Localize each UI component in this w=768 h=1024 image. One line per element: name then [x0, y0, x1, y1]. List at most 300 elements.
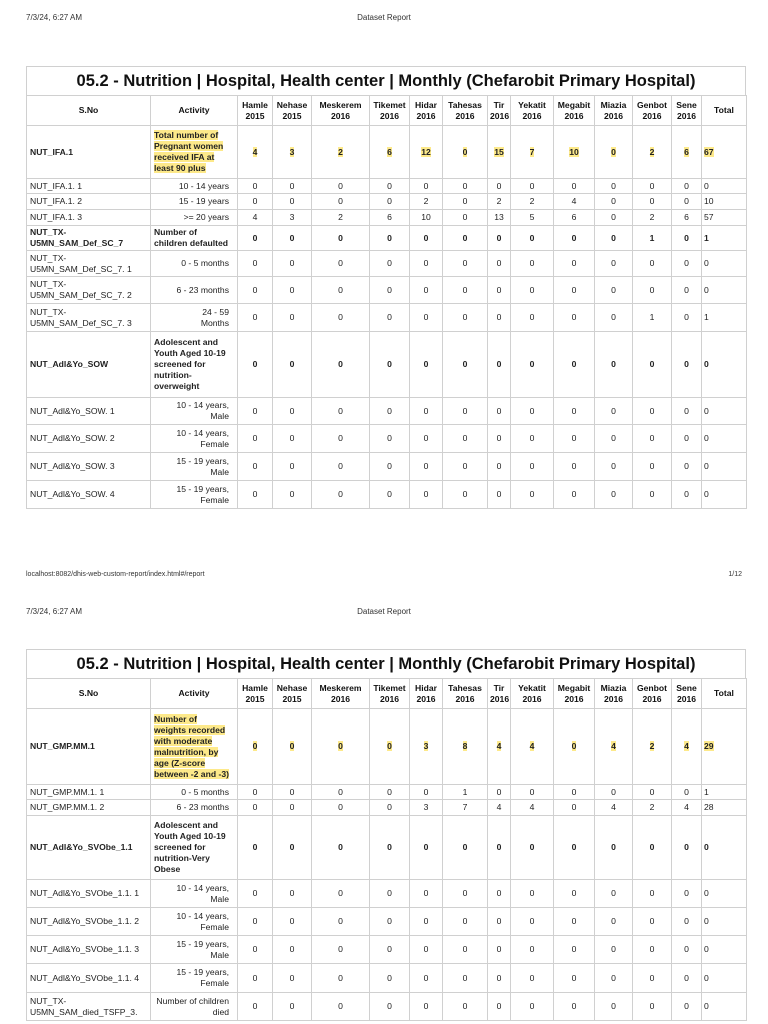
cell-text: nutrition-Very: [154, 853, 210, 863]
table-row: [27, 251, 747, 277]
value-cell: [238, 126, 273, 179]
cell-value: 4: [684, 802, 689, 812]
table-row: [27, 709, 747, 785]
cell-text: with moderate: [154, 735, 213, 746]
value-cell: [672, 785, 702, 800]
value-cell: [312, 816, 370, 880]
column-header: [238, 679, 273, 709]
value-cell: [312, 277, 370, 304]
cell-value: 0: [649, 1001, 655, 1011]
column-header-label: Hamle: [242, 682, 268, 693]
column-header-year: 2016: [564, 110, 584, 121]
column-header-year: 2016: [330, 693, 351, 704]
value-cell: [488, 194, 511, 210]
value-cell: [312, 179, 370, 194]
cell-text: Number of: [154, 227, 197, 237]
cell-text: least 90 plus: [154, 163, 206, 173]
value-cell: [554, 908, 595, 936]
print-footer: [0, 571, 768, 583]
cell-value: 0: [684, 786, 689, 797]
value-cell: [488, 304, 511, 332]
cell-value: 0: [252, 944, 258, 954]
sno-cell: [27, 304, 151, 332]
cell-value: 0: [496, 842, 502, 852]
value-cell: [410, 993, 443, 1021]
value-cell: [410, 210, 443, 226]
value-cell: [273, 304, 312, 332]
value-cell: [488, 481, 511, 509]
cell-value: 0: [571, 802, 577, 812]
value-cell: [488, 709, 511, 785]
table-row: [27, 453, 747, 481]
cell-value: 0: [649, 461, 655, 471]
column-header-label: S.No: [78, 688, 99, 698]
value-cell: [238, 277, 273, 304]
cell-value: 10: [569, 146, 579, 157]
cell-value: 0: [684, 284, 689, 295]
value-cell: [554, 398, 595, 425]
value-cell: [633, 304, 672, 332]
cell-value: 0: [704, 888, 709, 898]
cell-value: 0: [289, 888, 295, 898]
cell-value: 0: [387, 232, 392, 243]
cell-value: 0: [338, 312, 343, 322]
column-header: [27, 96, 151, 126]
column-header: [554, 679, 595, 709]
cell-value: 0: [529, 786, 535, 797]
column-header: [151, 96, 238, 126]
cell-text: NUT_Adl&Yo_SVObe_1.1. 4: [30, 972, 140, 983]
total-cell: [702, 226, 747, 251]
cell-text: NUT_Adl&Yo_SOW. 1: [30, 405, 115, 416]
column-header-year: 2016: [522, 693, 542, 704]
cell-value: 0: [462, 916, 468, 926]
value-cell: [273, 179, 312, 194]
column-header-label: Activity: [178, 105, 210, 115]
cell-value: 0: [423, 258, 429, 268]
column-header: [511, 96, 554, 126]
cell-value: 0: [423, 405, 429, 416]
value-cell: [672, 880, 702, 908]
value-cell: [370, 481, 410, 509]
cell-value: 0: [289, 312, 295, 322]
column-header-year: 2016: [676, 693, 697, 704]
activity-cell: [151, 453, 238, 481]
cell-text: age (Z-score: [154, 757, 206, 768]
cell-value: 0: [611, 212, 616, 222]
value-cell: [370, 785, 410, 800]
cell-value: 0: [423, 284, 429, 295]
cell-text: 15 - 19 years: [178, 196, 229, 206]
value-cell: [511, 908, 554, 936]
cell-value: 0: [529, 944, 535, 954]
cell-text: Female: [200, 494, 229, 505]
column-header-label: Tahesas: [448, 99, 482, 110]
cell-value: 0: [649, 258, 655, 268]
cell-text: Male: [210, 466, 229, 477]
value-cell: [410, 908, 443, 936]
cell-value: 0: [252, 258, 258, 268]
cell-text: U5MN_SAM_Def_SC_7. 1: [30, 263, 132, 274]
table-row: [27, 304, 747, 332]
cell-value: 0: [387, 741, 392, 751]
total-cell: [702, 425, 747, 453]
value-cell: [238, 816, 273, 880]
cell-value: 0: [387, 802, 392, 812]
column-header-label: Total: [714, 688, 734, 698]
value-cell: [443, 800, 488, 816]
table-row: [27, 226, 747, 251]
sno-cell: [27, 908, 151, 936]
cell-value: 0: [289, 741, 295, 751]
cell-value: 0: [252, 232, 258, 243]
value-cell: [410, 785, 443, 800]
cell-value: 0: [387, 405, 392, 416]
value-cell: [488, 785, 511, 800]
value-cell: [238, 453, 273, 481]
sno-cell: [27, 709, 151, 785]
cell-text: malnutrition, by: [154, 746, 219, 757]
value-cell: [443, 908, 488, 936]
activity-cell: [151, 908, 238, 936]
value-cell: [511, 425, 554, 453]
value-cell: [312, 210, 370, 226]
activity-cell: [151, 709, 238, 785]
activity-cell: [151, 880, 238, 908]
cell-value: 4: [611, 741, 616, 751]
cell-text: 0 - 5 months: [181, 786, 229, 797]
cell-value: 0: [684, 842, 689, 852]
total-cell: [702, 277, 747, 304]
column-header: [312, 679, 370, 709]
value-cell: [672, 481, 702, 509]
cell-text: 0 - 5 months: [181, 258, 229, 268]
table-row: [27, 993, 747, 1021]
cell-value: 0: [611, 786, 616, 797]
value-cell: [273, 251, 312, 277]
activity-cell: [151, 425, 238, 453]
value-cell: [238, 332, 273, 398]
column-header: [443, 96, 488, 126]
cell-value: 0: [387, 196, 392, 206]
table-row: [27, 210, 747, 226]
column-header: [151, 679, 238, 709]
cell-value: 15: [494, 146, 504, 157]
column-header-label: Tikemet: [373, 682, 406, 693]
value-cell: [595, 785, 633, 800]
cell-text: NUT_GMP.MM.1. 1: [30, 786, 105, 797]
cell-text: Pregnant women: [154, 141, 224, 151]
cell-value: 4: [611, 802, 616, 812]
page-number: 1/12: [728, 571, 742, 578]
cell-text: overweight: [154, 381, 200, 391]
cell-value: 0: [704, 1001, 709, 1011]
cell-value: 1: [649, 312, 655, 322]
cell-value: 2: [649, 146, 655, 157]
value-cell: [633, 709, 672, 785]
cell-value: 0: [611, 359, 616, 369]
cell-value: 0: [571, 489, 577, 499]
value-cell: [273, 964, 312, 993]
cell-value: 0: [529, 433, 535, 443]
value-cell: [273, 880, 312, 908]
value-cell: [238, 908, 273, 936]
cell-value: 0: [611, 232, 616, 243]
cell-value: 0: [529, 489, 535, 499]
value-cell: [554, 210, 595, 226]
value-cell: [672, 226, 702, 251]
column-header: [273, 679, 312, 709]
cell-text: Obese: [154, 864, 181, 874]
column-header-year: 2015: [282, 110, 302, 121]
value-cell: [488, 880, 511, 908]
cell-value: 0: [338, 944, 343, 954]
value-cell: [595, 304, 633, 332]
activity-cell: [151, 398, 238, 425]
value-cell: [370, 993, 410, 1021]
column-header: [370, 679, 410, 709]
cell-value: 0: [611, 916, 616, 926]
value-cell: [273, 481, 312, 509]
cell-value: 1: [704, 232, 709, 243]
cell-text: Youth Aged 10-19: [154, 348, 226, 358]
cell-value: 0: [704, 916, 709, 926]
cell-value: 0: [423, 842, 429, 852]
cell-value: 0: [529, 888, 535, 898]
cell-value: 0: [289, 196, 295, 206]
value-cell: [410, 179, 443, 194]
value-cell: [273, 332, 312, 398]
value-cell: [273, 800, 312, 816]
value-cell: [554, 277, 595, 304]
cell-value: 0: [252, 916, 258, 926]
table-row: [27, 126, 747, 179]
cell-value: 0: [423, 232, 429, 243]
value-cell: [595, 226, 633, 251]
cell-value: 0: [496, 461, 502, 471]
value-cell: [672, 251, 702, 277]
cell-value: 0: [649, 489, 655, 499]
value-cell: [312, 481, 370, 509]
cell-value: 0: [649, 433, 655, 443]
cell-value: 0: [704, 433, 709, 443]
column-header: [672, 679, 702, 709]
value-cell: [633, 332, 672, 398]
cell-value: 0: [496, 284, 502, 295]
cell-value: 0: [611, 196, 616, 206]
sno-cell: [27, 210, 151, 226]
value-cell: [488, 425, 511, 453]
value-cell: [370, 425, 410, 453]
value-cell: [595, 453, 633, 481]
value-cell: [672, 709, 702, 785]
cell-value: 2: [649, 212, 655, 222]
table-row: [27, 785, 747, 800]
column-header: [410, 679, 443, 709]
value-cell: [511, 993, 554, 1021]
cell-value: 7: [462, 802, 468, 812]
cell-text: NUT_TX-: [30, 227, 67, 237]
value-cell: [488, 816, 511, 880]
print-header: [0, 13, 768, 27]
value-cell: [312, 800, 370, 816]
value-cell: [554, 964, 595, 993]
activity-cell: [151, 816, 238, 880]
cell-value: 0: [387, 916, 392, 926]
cell-value: 0: [704, 258, 709, 268]
value-cell: [238, 226, 273, 251]
value-cell: [511, 785, 554, 800]
value-cell: [595, 126, 633, 179]
cell-value: 2: [423, 196, 429, 206]
cell-value: 0: [462, 489, 468, 499]
sno-cell: [27, 277, 151, 304]
activity-cell: [151, 332, 238, 398]
cell-text: Female: [200, 921, 229, 932]
cell-text: U5MN_SAM_Def_SC_7. 3: [30, 317, 132, 328]
value-cell: [312, 126, 370, 179]
cell-value: 0: [462, 461, 468, 471]
value-cell: [595, 816, 633, 880]
value-cell: [443, 816, 488, 880]
column-header-year: 2016: [379, 693, 400, 704]
value-cell: [554, 481, 595, 509]
cell-value: 0: [338, 842, 343, 852]
cell-value: 0: [611, 461, 616, 471]
cell-value: 0: [571, 232, 577, 243]
cell-value: 0: [462, 842, 468, 852]
value-cell: [511, 709, 554, 785]
cell-value: 0: [289, 433, 295, 443]
value-cell: [312, 194, 370, 210]
cell-value: 0: [423, 359, 429, 369]
value-cell: [443, 481, 488, 509]
cell-value: 0: [387, 359, 392, 369]
cell-value: 0: [704, 944, 709, 954]
cell-value: 0: [289, 284, 295, 295]
sno-cell: [27, 785, 151, 800]
cell-value: 0: [704, 461, 709, 471]
cell-value: 0: [704, 284, 709, 295]
cell-value: 0: [684, 461, 689, 471]
column-header: [633, 96, 672, 126]
value-cell: [633, 179, 672, 194]
value-cell: [672, 964, 702, 993]
cell-value: 3: [423, 802, 429, 812]
value-cell: [511, 126, 554, 179]
cell-value: 0: [289, 359, 295, 369]
value-cell: [672, 453, 702, 481]
table-row: [27, 800, 747, 816]
cell-value: 0: [252, 461, 258, 471]
value-cell: [488, 398, 511, 425]
value-cell: [312, 709, 370, 785]
cell-value: 4: [496, 802, 502, 812]
cell-value: 0: [338, 284, 343, 295]
sno-cell: [27, 936, 151, 964]
cell-value: 0: [338, 741, 343, 751]
cell-text: NUT_IFA.1. 2: [30, 196, 83, 206]
cell-text: NUT_Adl&Yo_SOW. 2: [30, 433, 115, 443]
cell-value: 57: [704, 212, 714, 222]
cell-text: received IFA at: [154, 152, 215, 162]
cell-value: 0: [289, 258, 295, 268]
cell-value: 0: [684, 433, 689, 443]
cell-value: 0: [649, 180, 655, 191]
value-cell: [312, 993, 370, 1021]
cell-value: 0: [462, 196, 468, 206]
cell-value: 0: [496, 888, 502, 898]
cell-value: 0: [338, 802, 343, 812]
activity-cell: [151, 481, 238, 509]
cell-value: 0: [252, 741, 258, 751]
total-cell: [702, 251, 747, 277]
cell-value: 1: [704, 312, 709, 322]
value-cell: [443, 709, 488, 785]
cell-value: 3: [289, 212, 295, 222]
cell-text: Adolescent and: [154, 337, 218, 347]
value-cell: [370, 964, 410, 993]
report-page-1: [26, 66, 746, 509]
cell-value: 2: [338, 212, 343, 222]
column-header-year: 2016: [330, 110, 351, 121]
cell-text: NUT_GMP.MM.1: [30, 741, 95, 751]
cell-value: 2: [496, 196, 502, 206]
cell-value: 0: [684, 944, 689, 954]
column-header-year: 2015: [245, 693, 265, 704]
cell-value: 0: [338, 888, 343, 898]
value-cell: [312, 251, 370, 277]
print-date: 7/3/24, 6:27 AM: [26, 607, 83, 616]
table-row: [27, 936, 747, 964]
report-title: 05.2 - Nutrition | Hospital, Health center | Monthly (Chefarobit Primary Hospital): [26, 66, 746, 95]
value-cell: [238, 481, 273, 509]
column-header-label: Total: [714, 105, 734, 115]
cell-value: 0: [571, 1001, 577, 1011]
cell-text: >= 20 years: [183, 212, 229, 222]
value-cell: [370, 709, 410, 785]
value-cell: [633, 936, 672, 964]
value-cell: [273, 816, 312, 880]
activity-cell: [151, 304, 238, 332]
cell-value: 0: [684, 359, 689, 369]
column-header-year: 2016: [642, 110, 662, 121]
value-cell: [595, 398, 633, 425]
total-cell: [702, 332, 747, 398]
cell-text: NUT_GMP.MM.1. 2: [30, 802, 105, 812]
value-cell: [312, 880, 370, 908]
value-cell: [238, 425, 273, 453]
cell-value: 6: [387, 212, 392, 222]
value-cell: [633, 210, 672, 226]
cell-value: 3: [289, 146, 295, 157]
value-cell: [488, 179, 511, 194]
sno-cell: [27, 800, 151, 816]
cell-text: 10 - 14 years: [178, 180, 229, 191]
value-cell: [554, 993, 595, 1021]
value-cell: [443, 453, 488, 481]
column-header-label: Sene: [676, 99, 697, 110]
cell-text: died: [212, 1006, 229, 1017]
value-cell: [312, 332, 370, 398]
value-cell: [511, 194, 554, 210]
total-cell: [702, 880, 747, 908]
cell-value: 0: [529, 180, 535, 191]
column-header-label: Yekatit: [518, 682, 546, 693]
sno-cell: [27, 179, 151, 194]
cell-text: 6 - 23 months: [176, 284, 229, 295]
value-cell: [633, 481, 672, 509]
